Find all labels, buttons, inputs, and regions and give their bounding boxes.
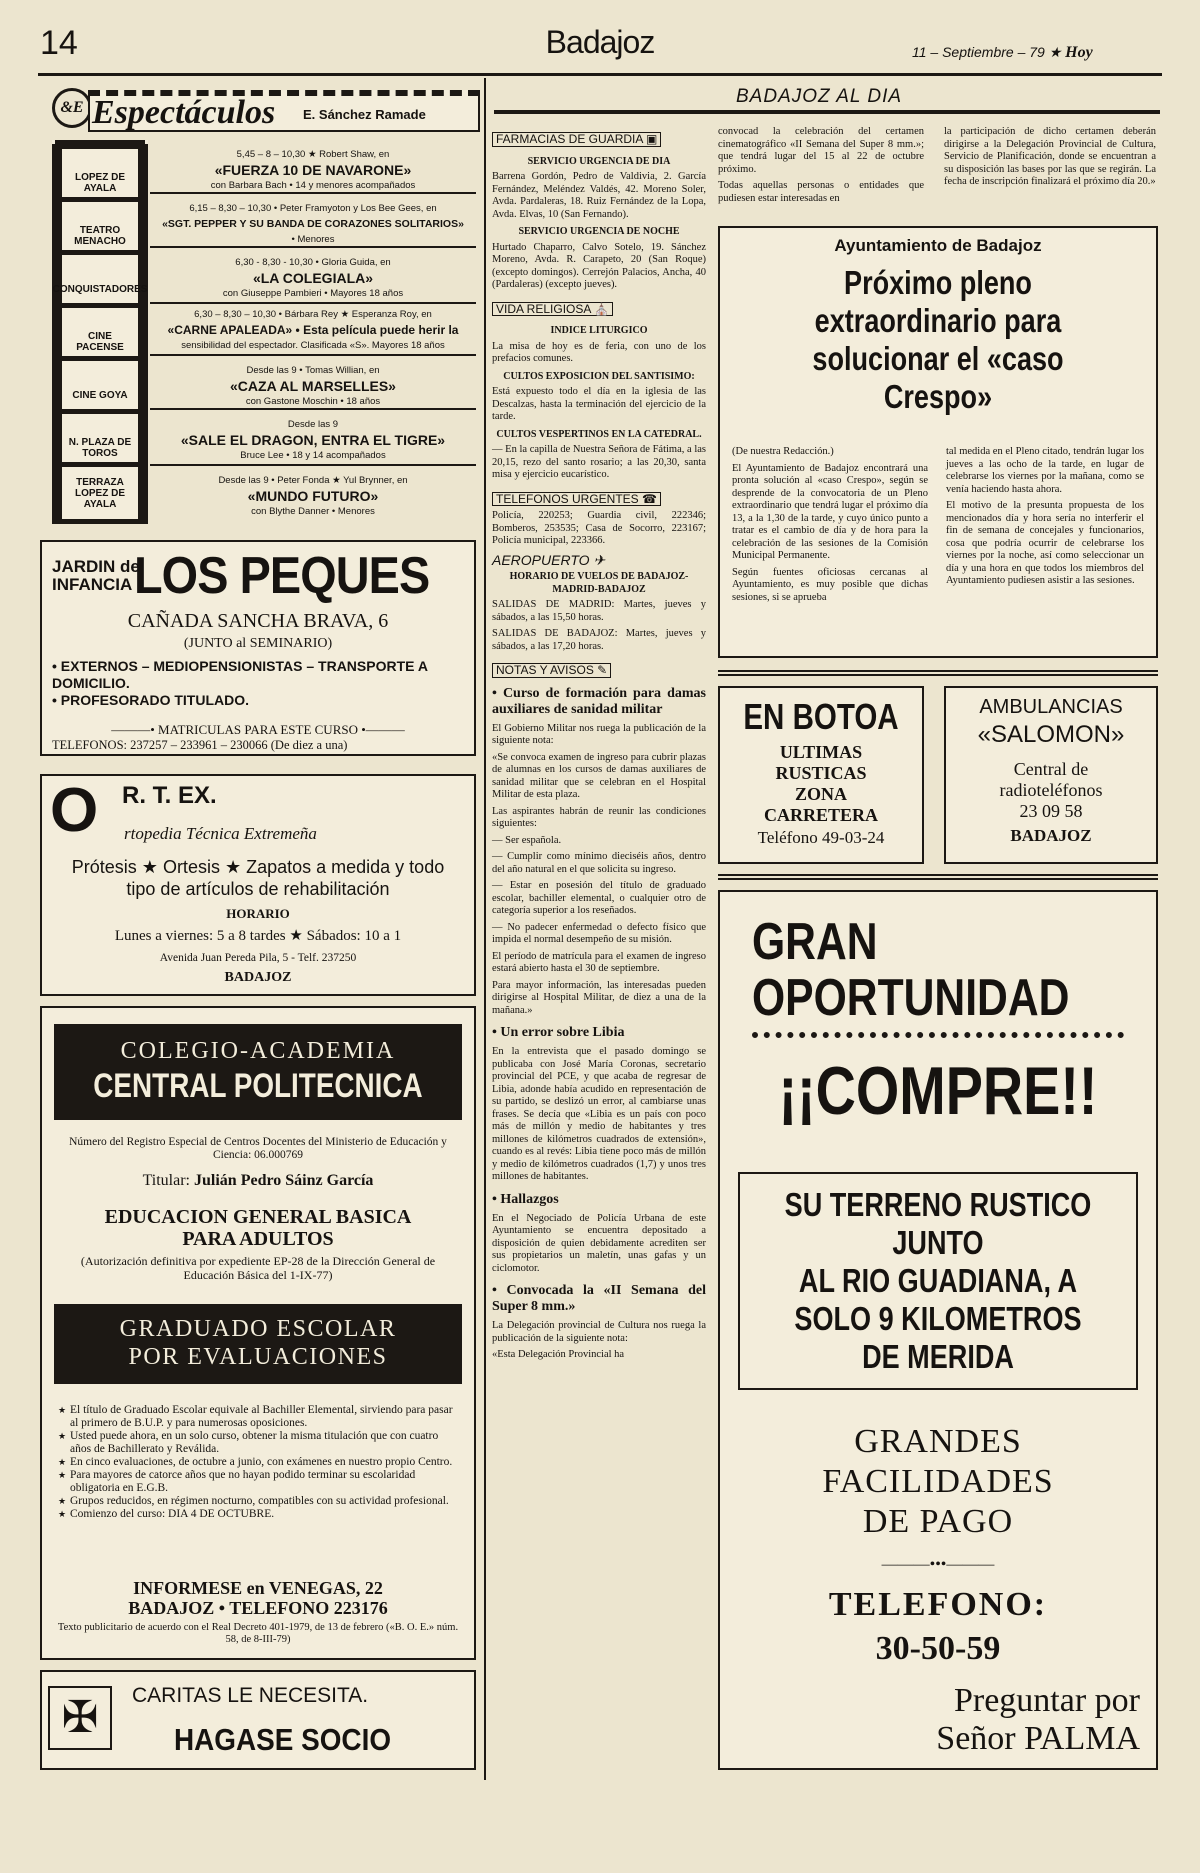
separator: ———•••———	[881, 1556, 995, 1573]
caritas-ad	[40, 1670, 476, 1770]
section-label: TELEFONOS URGENTES ☎	[492, 492, 661, 507]
show-listing: Desde las 9 • Tomas Willian, en «CAZA AL MARSELLES» con Gastone Moschin • 18 años	[150, 360, 476, 410]
caritas-line1: CARITAS LE NECESITA.	[132, 1684, 369, 1707]
list-item: ★ En cinco evaluaciones, de octubre a junio, con exámenes en nuestro propio Centro.	[58, 1456, 460, 1469]
column-rule	[484, 78, 486, 1780]
ayuntamiento-article	[718, 226, 1158, 658]
article-body: tal medida en el Pleno citado, tendrán lugar los jueves a las ocho de la tarde, en lugar de celebrarse los viernes por la mañana, como se venía haciendo hasta ahora. El motivo de la presunta propuesta de los mencionados día y hora sería no interferir el fin de semana de concejales y funcionarios, cosa que podría ocurrir de celebrarse los viernes por la noche, así como seleccionar un día y una hora en que todos los miembros del Ayuntamiento pudiesen asistir a las sesiones.	[946, 446, 1144, 586]
pharmacy-icon: ▣	[646, 132, 658, 146]
dotted-rule	[752, 1032, 1124, 1038]
show-listing: 6,30 – 8,30 – 10,30 • Bárbara Rey ★ Esperanza Roy, en «CARNE APALEADA» • Esta película puede herir la sensibilidad del espectador. Clasificada «S». Mayores 18 años	[150, 306, 476, 356]
section-title: Badajoz	[545, 24, 655, 60]
botoa-ad	[718, 686, 924, 864]
ortex-ad	[40, 774, 476, 996]
colegio-features	[58, 1404, 460, 1521]
peques-street: CAÑADA SANCHA BRAVA, 6	[127, 610, 389, 632]
gran-title: GRAN OPORTUNIDAD	[752, 913, 1070, 1027]
header-rule	[38, 73, 1162, 76]
news-column: convocad la celebración del certamen cinematográfico «II Semana del Super 8 mm.»; que tendrá lugar del 15 al 22 de octubre próximo. Todas aquellas personas o entidades que pudiesen estar interesadas en	[718, 126, 924, 204]
cinema-label: CONQUISTADORES	[62, 255, 138, 323]
caritas-line2: HAGASE SOCIO	[174, 1722, 392, 1757]
colegio-title-block: COLEGIO-ACADEMIA CENTRAL POLITECNICA	[54, 1024, 462, 1120]
ambulancias-title: AMBULANCIAS	[979, 696, 1123, 718]
list-item: ★ Para mayores de catorce años que no hayan podido terminar su escolaridad obligatoria en E.G.B.	[58, 1469, 460, 1495]
botoa-phone: Teléfono 49-03-24	[757, 828, 885, 847]
peques-services: • EXTERNOS – MEDIOPENSIONISTAS – TRANSPORTE A DOMICILIO. • PROFESORADO TITULADO.	[52, 658, 428, 708]
peques-name: LOS PEQUES	[134, 547, 430, 605]
ortex-subtitle: rtopedia Técnica Extremeña	[124, 824, 317, 843]
list-item: ★ El título de Graduado Escolar equivale al Bachiller Elemental, sirviendo para pasar al primero de B.U.P. y para numerosas oposiciones.	[58, 1404, 460, 1430]
peques-phones: TELEFONOS: 237257 – 233961 – 230066 (De diez a una)	[52, 738, 348, 752]
list-item: ★ Usted puede ahora, en un solo curso, obtener la misma titulación que con cuatro años de Bachillerato y Reválida.	[58, 1430, 460, 1456]
divider	[718, 670, 1158, 676]
show-listing: Desde las 9 • Peter Fonda ★ Yul Brynner, en «MUNDO FUTURO» con Blythe Danner • Menores	[218, 475, 408, 517]
graduado-banner: GRADUADO ESCOLAR POR EVALUACIONES	[54, 1304, 462, 1384]
peques-matriculas: ———• MATRICULAS PARA ESTE CURSO •———	[111, 722, 405, 737]
cinema-label: LOPEZ DE AYALA	[62, 149, 138, 217]
paper-logo: Hoy	[1065, 44, 1093, 61]
preguntar-text: Preguntar por Señor PALMA	[936, 1682, 1140, 1757]
botoa-title: EN BOTOA	[743, 696, 899, 737]
ambulancias-ad	[944, 686, 1158, 864]
ambulancias-name: «SALOMON»	[977, 721, 1125, 748]
ortex-hours: Lunes a viernes: 5 a 8 tardes ★ Sábados: 10 a 1	[114, 928, 402, 944]
terreno-box	[738, 1172, 1138, 1390]
list-item: ★ Comienzo del curso: DIA 4 DE OCTUBRE.	[58, 1508, 460, 1521]
news-column: la participación de dicho certamen deberán dirigirse a la Delegación Provincial de Cultura, Servicio de Planificación, donde se encuentran a su disposición las bases por las que se regirán. La fecha de inscripción finalizará el próximo día 20.»	[944, 126, 1156, 187]
article-body: (De nuestra Redacción.) El Ayuntamiento de Badajoz encontrará una pronta solución al «caso Crespo», según se desprende de la convocatoria de un Pleno extraordinario que tendrá lugar el próximo día 13, a la 1,30 de la tarde, y cuyo único punto a tratar es el cambio de día y de hora para la celebración de las sesiones de la Comisión Municipal Permanente. Según fuentes oficiosas cercanas al Ayuntamiento, es muy posible que dichas sesiones, si se aprueba	[732, 446, 928, 603]
caritas-cross-icon: ✠	[48, 1686, 112, 1750]
gran-oportunidad-ad	[718, 890, 1158, 1770]
section-label: NOTAS Y AVISOS ✎	[492, 663, 611, 678]
peques-near: (JUNTO al SEMINARIO)	[183, 636, 333, 651]
los-peques-ad	[40, 540, 476, 756]
ortex-city: BADAJOZ	[224, 970, 292, 985]
facilidades-text: GRANDES FACILIDADES DE PAGO	[822, 1423, 1054, 1540]
show-listing: Desde las 9 «SALE EL DRAGON, ENTRA EL TIGRE» Bruce Lee • 18 y 14 acompañados	[150, 414, 476, 466]
article-headline: Próximo pleno extraordinario para solucionar el «caso Crespo»	[812, 264, 1064, 415]
ortex-address: Avenida Juan Pereda Pila, 5 - Telf. 237250	[159, 952, 357, 964]
colegio-owner: Titular: Julián Pedro Sáinz García	[142, 1172, 374, 1189]
compre-title: ¡¡COMPRE!!	[778, 1053, 1098, 1129]
section-label: FARMACIAS DE GUARDIA ▣	[492, 132, 661, 147]
airplane-icon: ✈	[593, 551, 606, 568]
telefono-label: TELEFONO:	[828, 1586, 1048, 1623]
show-listing: 6,30 - 8,30 - 10,30 • Gloria Guida, en «LA COLEGIALA» con Giuseppe Pambieri • Mayores 18 años	[150, 252, 476, 304]
section-rule	[494, 110, 1160, 114]
show-listing: 6,15 – 8,30 – 10,30 • Peter Framyoton y Los Bee Gees, en «SGT. PEPPER Y SU BANDA DE CORAZONES SOLITARIOS» • Menores	[150, 198, 476, 248]
page-number: 14	[40, 24, 78, 62]
show-listing: 5,45 – 8 – 10,30 ★ Robert Shaw, en «FUERZA 10 DE NAVARONE» con Barbara Bach • 14 y menores acompañados	[150, 144, 476, 194]
colegio-ad	[40, 1006, 476, 1660]
cinema-label: TERRAZA LOPEZ DE AYALA	[62, 467, 138, 519]
pen-icon: ✎	[597, 663, 608, 677]
news-column: FARMACIAS DE GUARDIA ▣ SERVICIO URGENCIA DE DIA Barrena Gordón, Pedro de Valdivia, 2. García Fernández, Meléndez Valdés, 42. Moreno Soler, Avda. Pardaleras, 18. Ruiz Fernández de la Lopa, Avda. Elvas, 10 (San Fernando). SERVICIO URGENCIA DE NOCHE Hurtado Chaparro, Calvo Sotelo, 19. Sánchez Moreno, Avda. R. Carapeto, 20 (San Roque) (excepto domingos). Cerrejón Palacios, Ancha, 40 (Pardaleras) (excepto jueves). VIDA RELIGIOSA ⛪ INDICE LITURGICO La misa de hoy es de feria, con uno de los prefacios comunes. CULTOS EXPOSICION DEL SANTISIMO: Está expuesto todo el día en la iglesia de las Descalzas, hasta la terminación del ejercicio de la tarde. CULTOS VESPERTINOS EN LA CATEDRAL. — En la capilla de Nuestra Señora de Fátima, a las 20,15, rezo del santo rosario; a las 20,30, santa misa y ejercicio eucarístico. TELEFONOS URGENTES ☎ Policía, 220253; Guardia civil, 222346; Bomberos, 253535; Casa de Socorro, 223167; Policía municipal, 223366. AEROPUERTO ✈ HORARIO DE VUELOS DE BADAJOZ-MADRID-BADAJOZ SALIDAS DE MADRID: Martes, jueves y sábados, a las 15,50 horas. SALIDAS DE BADAJOZ: Martes, jueves y sábados, a las 17,20 horas. NOTAS Y AVISOS ✎ • Curso de formación para damas auxiliares de sanidad militar El Gobierno Militar nos ruega la publicación de la siguiente nota: «Se convoca examen de ingreso para cubrir plazas de alumnas en los cursos de damas auxiliares de sanidad militar que se celebran en el Hospital Militar de esta plaza. Las aspirantes habrán de reunir las condiciones siguientes: — Ser española. — Cumplir como mínimo dieciséis años, dentro del año natural en el que solicita su ingreso. — Estar en posesión del título de graduado escolar, bachiller elemental, o cualquier otro de categoría superior a los reseñados. — No padecer enfermedad o defecto físico que impida el normal desempeño de su misión. El período de matrícula para el examen de ingreso estará abierto hasta el 30 de septiembre. Para mayor información, las interesadas pueden dirigirse al Hospital Militar, de diez a una de la mañana.» • Un error sobre Libia En la entrevista que el pasado domingo se publicaba con José María Coronas, secretario provincial del PCE, y que acaba de regresar de Libia, adonde había acudido en representación de su partido, se deslizó un error, al cambiarse unas frases. Se decía que «Libia es un país con poco más de millón y medio de habitantes y tres millones de kilómetros cuadrados de extensión», cuando es al revés: Libia tiene poco más de millón y medio de kilómetros cuadrados (1,7) y unos tres millones de habitantes. • Hallazgos En el Negociado de Policía Urbana de este Ayuntamiento se encuentra depositado a disposición de quien debidamente acrediten ser sus propietarios un maletín, unas gafas y un ciclomotor. • Convocada la «II Semana del Super 8 mm.» La Delegación provincial de Cultura nos ruega la publicación de la siguiente nota: «Esta Delegación Provincial ha	[492, 132, 706, 1360]
terreno-text: SU TERRENO RUSTICO JUNTO AL RIO GUADIANA, A SOLO 9 KILOMETROS DE MERIDA	[784, 1186, 1092, 1375]
list-item: ★ Grupos reducidos, en régimen nocturno, compatibles con su actividad profesional.	[58, 1495, 460, 1508]
ortex-name: R. T. EX.	[122, 782, 217, 809]
section-label: AEROPUERTO ✈	[492, 551, 606, 568]
espectaculos-author: E. Sánchez Ramade	[303, 107, 426, 122]
section-label: VIDA RELIGIOSA ⛪	[492, 302, 613, 317]
cinema-label: TEATRO MENACHO	[62, 202, 138, 270]
ortex-horario: HORARIO	[226, 906, 290, 921]
telephone-icon: ☎	[642, 491, 657, 506]
colegio-inform: INFORMESE en VENEGAS, 22 BADAJOZ • TELEFONO 223176	[128, 1578, 388, 1618]
right-section-title: BADAJOZ AL DIA	[736, 86, 903, 107]
ortex-o-icon: O	[50, 776, 99, 845]
colegio-legal: Texto publicitario de acuerdo con el Real Decreto 401-1979, de 13 de febrero («B. O. E.» núm. 58, de 8-III-79)	[57, 1622, 459, 1645]
cinema-label: N. PLAZA DE TOROS	[62, 414, 138, 482]
cinema-label: CINE PACENSE	[62, 308, 138, 376]
espectaculos-logo-icon: &E	[52, 88, 92, 128]
article-kicker: Ayuntamiento de Badajoz	[834, 236, 1042, 255]
botoa-lines: ULTIMAS RUSTICAS ZONA CARRETERA	[763, 742, 878, 825]
ortex-products: Prótesis ★ Ortesis ★ Zapatos a medida y todo tipo de artículos de rehabilitación	[71, 857, 445, 899]
colegio-egb: EDUCACION GENERAL BASICA PARA ADULTOS	[104, 1206, 412, 1250]
telefono-number: 30-50-59	[875, 1630, 1001, 1667]
colegio-authorization: (Autorización definitiva por expediente EP-28 de la Dirección General de Educación Básica del 1-IX-77)	[80, 1254, 436, 1282]
peques-kicker: JARDIN de INFANCIA	[52, 557, 140, 594]
cinema-label: CINE GOYA	[62, 361, 138, 429]
ambulancias-lines: Central de radioteléfonos 23 09 58	[999, 759, 1103, 821]
header-date: 11 – Septiembre – 79 ★ Hoy	[912, 44, 1093, 61]
ambulancias-city: BADAJOZ	[1010, 826, 1092, 845]
divider	[718, 874, 1158, 880]
church-icon: ⛪	[594, 301, 610, 316]
colegio-registry: Número del Registro Especial de Centros Docentes del Ministerio de Educación y Ciencia: 06.000769	[69, 1136, 447, 1161]
espectaculos-title: Espectáculos	[92, 94, 276, 131]
